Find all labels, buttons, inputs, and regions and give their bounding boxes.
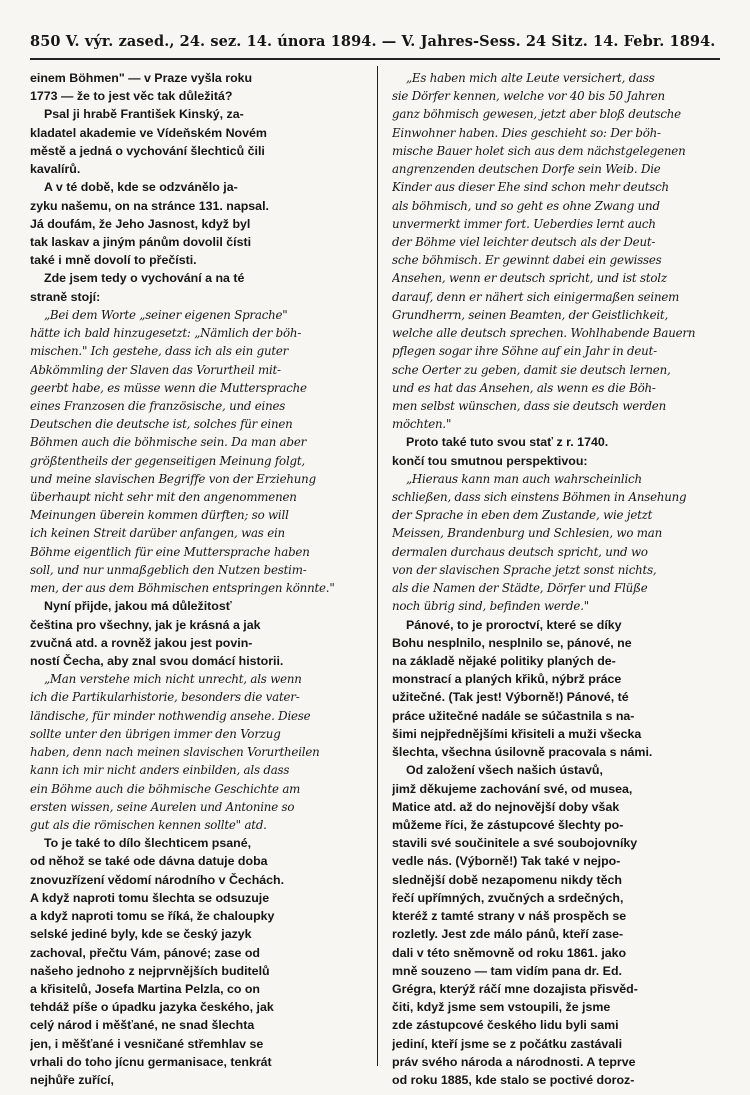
text-line: „Man verstehe mich nicht unrecht, als wenn <box>44 672 302 687</box>
text-line: soll, und nur unmaßgeblich den Nutzen bestim- <box>30 562 307 577</box>
text-line: také i mně dovolí to přečísti. <box>30 253 197 268</box>
text-line: ich die Partikularhistorie, besonders die vater- <box>30 690 300 705</box>
text-line: Matice atd. až do nejnovější doby však <box>392 799 620 814</box>
text-line: eines Franzosen die französische, und eines <box>30 398 286 413</box>
text-line: šimi nejpřednějšími křisiteli a muži všecka <box>392 726 642 741</box>
text-line: našeho jednoho z nejprvnějších buditelů <box>30 963 270 978</box>
text-line: ich keinen Streit darüber anfangen, was ein <box>30 526 285 541</box>
text-line: kladatel akademie ve Vídeňském Novém <box>30 125 267 140</box>
text-line: jediní, kteří jsme se z počátku zastávali <box>392 1036 623 1051</box>
text-line: Psal ji hrabě František Kinský, za- <box>44 107 244 122</box>
text-line: dali v této sněmovně od roku 1861. jako <box>392 945 627 960</box>
text-line: jen, i měšťané i vesničané střemhlav se <box>30 1036 264 1051</box>
text-line: sche Oerter zu geben, damit sie deutsch lernen, <box>392 362 671 377</box>
text-line: monstrací a planých křiků, nýbrž práce <box>392 672 622 687</box>
text-line: unvermerkt immer fort. Ueberdies lernt auch <box>392 216 656 231</box>
text-line: Pánové, to je proroctví, které se díky <box>406 617 622 632</box>
text-line: řečí upřímných, zvučných a srdečných, <box>392 890 624 905</box>
column-divider <box>377 66 378 1066</box>
text-line: und meine slavischen Begriffe von der Erziehung <box>30 471 316 486</box>
text-line: od roku 1885, kde stalo se poctivé doroz- <box>392 1073 635 1088</box>
text-line: nejhůře zuřící, <box>30 1073 114 1088</box>
text-line: mischen." Ich gestehe, dass ich als ein guter <box>30 344 289 359</box>
text-line: Od založení všech našich ústavů, <box>406 763 603 778</box>
right-column <box>392 69 720 1089</box>
text-line: selské jediné byly, kde se český jazyk <box>30 927 252 942</box>
text-line: znovuzřízení vědomí národního v Čechách. <box>30 872 285 887</box>
text-line: Zde jsem tedy o vychování a na té <box>44 271 245 286</box>
text-line: A když naproti tomu šlechta se odsuzuje <box>30 890 270 905</box>
text-line: čeština pro všechny, jak je krásná a jak <box>30 617 261 632</box>
text-line: als die Namen der Städte, Dörfer und Flüße <box>392 581 648 596</box>
page-header: 850 V. výr. zased., 24. sez. 14. února 1894. — V. Jahres-Sess. 24 Sitz. 14. Febr. 1894. <box>30 33 716 50</box>
text-line: stavili své součinitele a své soubojovníky <box>392 836 638 851</box>
text-line: ností Čecha, aby znal svou domácí historii. <box>30 654 284 668</box>
text-line: 1773 — že to jest věc tak důležitá? <box>30 89 233 104</box>
text-line: straně stojí: <box>30 289 101 304</box>
text-line: užitečné. (Tak jest! Výborně!) Pánové, té <box>392 690 629 705</box>
text-line: „Es haben mich alte Leute versichert, dass <box>406 71 655 85</box>
text-line: ganz böhmisch gewesen, jetzt aber bloß deutsche <box>392 107 681 122</box>
text-line: mische Bauer holet sich aus dem nächstgelegenen <box>392 143 686 158</box>
text-line: darauf, denn er nähert sich einigermaßen seinem <box>392 289 680 304</box>
text-line: ländische, für minder nothwendig ansehe. Diese <box>30 708 311 723</box>
text-line: mně souzeno — tam vidím pana dr. Ed. <box>392 963 622 978</box>
text-line: Einwohner haben. Dies geschieht so: Der böh- <box>392 125 661 140</box>
text-line: men selbst wünschen, dass sie deutsch werden <box>392 398 666 413</box>
text-line: zde zástupcové českého lidu byli sami <box>392 1018 619 1033</box>
text-line: čiti, když jsme sem vstoupili, že jsme <box>392 1000 611 1015</box>
text-line: der Böhme viel leichter deutsch als der Deut- <box>392 234 656 249</box>
text-line: městě a jedná o vychování šlechticů čili <box>30 143 265 158</box>
text-line: noch übrig sind, befinden werde." <box>392 599 589 614</box>
text-line: möchten." <box>392 417 452 432</box>
text-line: sche böhmisch. Er gewinnt dabei ein gewisses <box>392 253 662 268</box>
text-line: „Bei dem Worte „seiner eigenen Sprache" <box>44 307 288 322</box>
text-line: sollte unter den übrigen immer den Vorzug <box>30 726 281 741</box>
text-line: Meissen, Brandenburg und Schlesien, wo man <box>392 526 662 541</box>
text-line: Nyní přijde, jakou má důležitosť <box>44 599 232 614</box>
text-line: končí tou smutnou perspektivou: <box>392 453 588 468</box>
text-line: als böhmisch, und so geht es ohne Zwang und <box>392 198 660 213</box>
text-line: kavalírů. <box>30 162 81 177</box>
text-line: práce užitečné nadále se súčastnila s na- <box>392 708 635 723</box>
text-line: Böhme eigentlich für eine Muttersprache haben <box>30 544 310 559</box>
text-line: men, der aus dem Böhmischen entspringen könnte." <box>30 581 335 596</box>
text-line: slednější době nezapomenu nikdy těch <box>392 872 622 887</box>
text-line: kteréž z tamté strany v náš prospěch se <box>392 909 627 924</box>
text-line: größtentheils der gegenseitigen Meinung folgt, <box>30 453 305 468</box>
text-line: einem Böhmen" — v Praze vyšla roku <box>30 71 253 85</box>
text-line: geerbt habe, es müsse wenn die Muttersprache <box>30 380 307 395</box>
text-line: Kinder aus dieser Ehe sind schon mehr deutsch <box>392 180 669 195</box>
text-line: sie Dörfer kennen, welche vor 40 bis 50 Jahren <box>392 89 665 104</box>
text-line: od něhož se také ode dávna datuje doba <box>30 854 268 869</box>
text-line: Bohu nesplnilo, nesplnilo se, pánové, ne <box>392 635 632 650</box>
text-line: jimž děkujeme zachování své, od musea, <box>392 781 633 796</box>
text-line: tak laskav a jiným pánům dovolil čísti <box>30 234 252 249</box>
text-line: A v té době, kde se odzvánělo ja- <box>44 180 238 195</box>
text-line: práv svého národa a národnosti. A teprve <box>392 1054 636 1069</box>
text-line: Já doufám, že Jeho Jasnost, když byl <box>30 216 251 231</box>
text-line: Proto také tuto svou stať z r. 1740. <box>406 435 609 450</box>
text-line: na základě nějaké politiky planých de- <box>392 654 616 668</box>
text-line: tehdáž píše o úpadku jazyka českého, jak <box>30 1000 274 1015</box>
text-line: Böhmen auch die böhmische sein. Da man aber <box>30 435 307 450</box>
text-line: Deutschen die deutsche ist, solches für einen <box>30 417 293 432</box>
header-rule <box>30 58 720 60</box>
text-line: Grégra, kterýž ráčí mne dozajista přisvěd- <box>392 981 638 996</box>
text-line: welche alle deutsch sprechen. Wohlhabende Bauern <box>392 326 696 341</box>
text-line: zachoval, přečtu Vám, pánové; zase od <box>30 945 260 960</box>
text-line: pflegen sogar ihre Söhne auf ein Jahr in deut- <box>392 344 657 359</box>
text-line: celý národ i měšťané, ne snad šlechta <box>30 1018 255 1033</box>
text-line: Meinungen überein kommen dürften; so will <box>30 508 289 523</box>
text-line: haben, denn nach meinen slavischen Vorurtheilen <box>30 745 320 760</box>
text-line: Abkömmling der Slaven das Vorurtheil mit- <box>30 362 281 377</box>
text-line: vrhali do toho jícnu germanisace, tenkrát <box>30 1054 272 1069</box>
text-line: dermalen durchaus deutsch spricht, und wo <box>392 544 648 559</box>
text-line: angrenzenden deutschen Dorfe sein Weib. Die <box>392 162 661 177</box>
text-line: kann ich mir nicht anders einbilden, als dass <box>30 763 290 778</box>
left-column <box>30 69 370 1089</box>
text-line: rozletly. Jest zde málo pánů, kteří zase- <box>392 927 624 942</box>
text-line: überhaupt nicht sehr mit den angenommenen <box>30 490 297 505</box>
text-line: šlechta, všechna úsilovně pracovala s námi. <box>392 745 653 760</box>
text-line: von der slavischen Sprache jetzt sonst nichts, <box>392 562 657 577</box>
text-line: zyku našemu, on na stránce 131. napsal. <box>30 198 269 213</box>
text-line: To je také to dílo šlechticem psané, <box>44 836 252 851</box>
text-line: ein Böhme auch die böhmische Geschichte am <box>30 781 301 796</box>
text-line: „Hieraus kann man auch wahrscheinlich <box>406 471 642 486</box>
text-line: ersten wissen, seine Aurelen und Antonine so <box>30 799 295 814</box>
text-line: gut als die römischen kennen sollte" atd. <box>30 817 267 832</box>
text-line: Grundherrn, seinen Beamten, der Geistlichkeit, <box>392 307 669 322</box>
text-line: a když naproti tomu se říká, že chaloupky <box>30 909 275 924</box>
text-line: Ansehen, wenn er deutsch spricht, und ist stolz <box>392 271 667 286</box>
text-line: hätte ich bald hinzugesetzt: „Nämlich der böh- <box>30 326 302 341</box>
text-line: a křisitelů, Josefa Martina Pelzla, co on <box>30 981 260 996</box>
text-line: schließen, dass sich einstens Böhmen in Ansehung <box>392 490 687 505</box>
text-line: vedle nás. (Výborně!) Tak také v nejpo- <box>392 854 621 869</box>
text-line: und es hat das Ansehen, als wenn es die Böh- <box>392 380 656 395</box>
text-line: zvučná atd. a rovněž jakou jest povin- <box>30 635 253 650</box>
text-line: můžeme říci, že zástupcové šlechty po- <box>392 817 624 832</box>
text-line: der Sprache in eben dem Zustande, wie jetzt <box>392 508 653 523</box>
